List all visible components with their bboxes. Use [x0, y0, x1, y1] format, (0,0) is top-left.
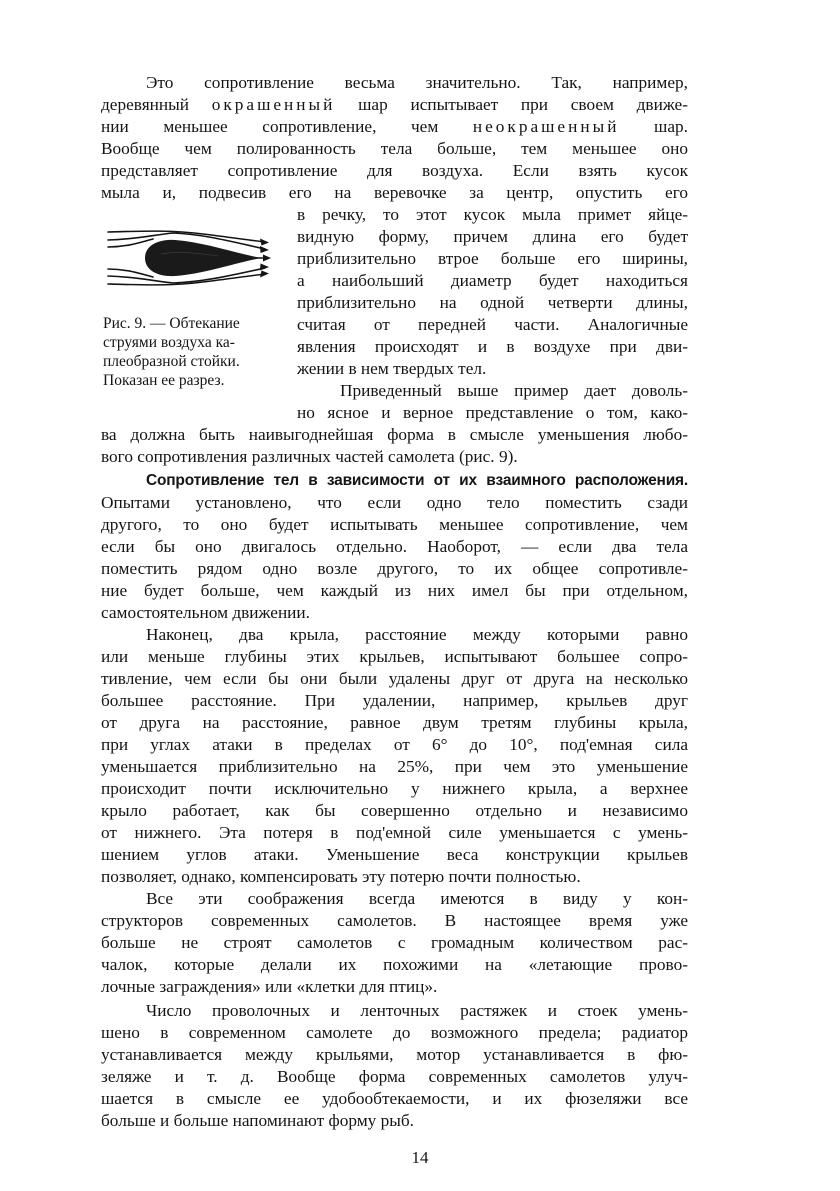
streamline	[108, 274, 265, 285]
text-line: жении в нем твердых тел.	[297, 359, 487, 378]
text-line: Наконец, два крыла, расстояние между которыми равно	[146, 625, 688, 644]
text-line: шается в смысле ее удобообтекаемости, и их фюзеляжи все	[101, 1089, 688, 1108]
text-run: деревянный	[101, 95, 212, 114]
arrowhead	[260, 246, 269, 253]
text-line: большее расстояние. При удалении, например, крыльев друг	[101, 691, 688, 710]
text-line: представляет сопротивление для воздуха. Если взять кусок	[101, 161, 688, 180]
text-line: если бы оно двигалось отдельно. Наоборот, — если два тела	[101, 537, 688, 556]
text-line: приблизительно втрое больше его ширины,	[297, 249, 688, 268]
strut-cross-section	[145, 240, 261, 276]
text-line: больше не строят самолетов с громадным количеством рас-	[101, 933, 688, 952]
text-line: другого, то оно будет испытывать меньшее сопротивление, чем	[101, 515, 688, 534]
airflow-strut-figure	[103, 218, 273, 300]
text-line: Приведенный выше пример дает доволь-	[340, 381, 688, 400]
text-line: Это сопротивление весьма значительно. Так, например,	[146, 73, 688, 92]
arrowhead	[260, 239, 269, 246]
text-line: или меньше глубины этих крыльев, испытывают большее сопро-	[101, 647, 688, 666]
text-line: структоров современных самолетов. В настоящее время уже	[101, 911, 688, 930]
text-line: уменьшается приблизительно на 25%, при чем это уменьшение	[101, 757, 688, 776]
text-line: явления происходят и в воздухе при дви-	[297, 337, 688, 356]
text-line: от нижнего. Эта потеря в под'емной силе уменьшается с умень-	[101, 823, 688, 842]
text-line: устанавливается между крыльями, мотор устанавливается в фю-	[101, 1045, 688, 1064]
text-line: крыло работает, как бы совершенно отдельно и независимо	[101, 801, 688, 820]
text-line: лочные заграждения» или «клетки для птиц».	[101, 977, 438, 996]
text-line: Вообще чем полированность тела больше, тем меньшее оно	[101, 139, 688, 158]
text-line: при углах атаки в пределах от 6° до 10°, под'емная сила	[101, 735, 688, 754]
text-line: считая от передней части. Аналогичные	[297, 315, 688, 334]
text-line: от друга на расстояние, равное двум третям глубины крыла,	[101, 713, 688, 732]
text-line: приблизительно на одной четверти длины,	[297, 293, 688, 312]
figure-caption-line: плеобразной стойки.	[103, 353, 240, 370]
text-line: самостоятельном движении.	[101, 603, 311, 622]
text-line: больше и больше напоминают форму рыб.	[101, 1111, 414, 1130]
streamline	[108, 231, 265, 242]
text-line	[101, 116, 688, 138]
text-line: но ясное и верное представление о том, како-	[297, 403, 688, 422]
text-line: шением углов атаки. Уменьшение веса конструкции крыльев	[101, 845, 688, 864]
text-line: поместить рядом одно возле другого, то их общее сопротивле-	[101, 559, 688, 578]
text-line: ва должна быть наивыгоднейшая форма в смысле уменьшения любо-	[101, 425, 688, 444]
arrowhead	[260, 264, 269, 271]
text-line: Опытами установлено, что если одно тело поместить сзади	[101, 493, 688, 512]
arrowhead	[263, 255, 271, 262]
figure-caption-line: Показан ее разрез.	[103, 372, 225, 389]
text-line: а наибольший диаметр будет находиться	[297, 271, 688, 290]
text-line: вого сопротивления различных частей самолета (рис. 9).	[101, 447, 518, 466]
text-line: Все эти соображения всегда имеются в виду у кон-	[146, 889, 688, 908]
figure-caption-line: струями воздуха ка-	[103, 334, 235, 351]
text-line: Число проволочных и ленточных растяжек и стоек умень-	[146, 1001, 688, 1020]
text-line	[101, 94, 688, 116]
text-run: шар испытывает при своем движе-	[335, 95, 688, 114]
page-number: 14	[411, 1148, 429, 1167]
text-line: видную форму, причем длина его будет	[297, 227, 688, 246]
text-line: в речку, то этот кусок мыла примет яйце-	[297, 205, 688, 224]
text-line: ние будет больше, чем каждый из них имел бы при отдельном,	[101, 581, 688, 600]
section-heading: Сопротивление тел в зависимости от их взаимного расположения.	[146, 472, 688, 489]
text-run: шар.	[619, 117, 688, 136]
text-line: чалок, которые делали их похожими на «летающие прово-	[101, 955, 688, 974]
figure-caption-line: Рис. 9. — Обтекание	[103, 315, 240, 332]
emphasized-word: неокрашенный	[472, 117, 620, 136]
text-line: тивление, чем если бы они были удалены друг от друга на несколько	[101, 669, 688, 688]
text-line: позволяет, однако, компенсировать эту потерю почти полностью.	[101, 867, 581, 886]
text-run: нии меньшее сопротивление, чем	[101, 117, 473, 136]
text-line: шено в современном самолете до возможного предела; радиатор	[101, 1023, 688, 1042]
text-line: мыла и, подвесив его на веревочке за центр, опустить его	[101, 183, 688, 202]
emphasized-word: окрашенный	[211, 95, 336, 114]
text-line: зеляже и т. д. Вообще форма современных самолетов улуч-	[101, 1067, 688, 1086]
arrowhead	[260, 271, 269, 278]
text-line: происходит почти исключительно у нижнего крыла, а верхнее	[101, 779, 688, 798]
